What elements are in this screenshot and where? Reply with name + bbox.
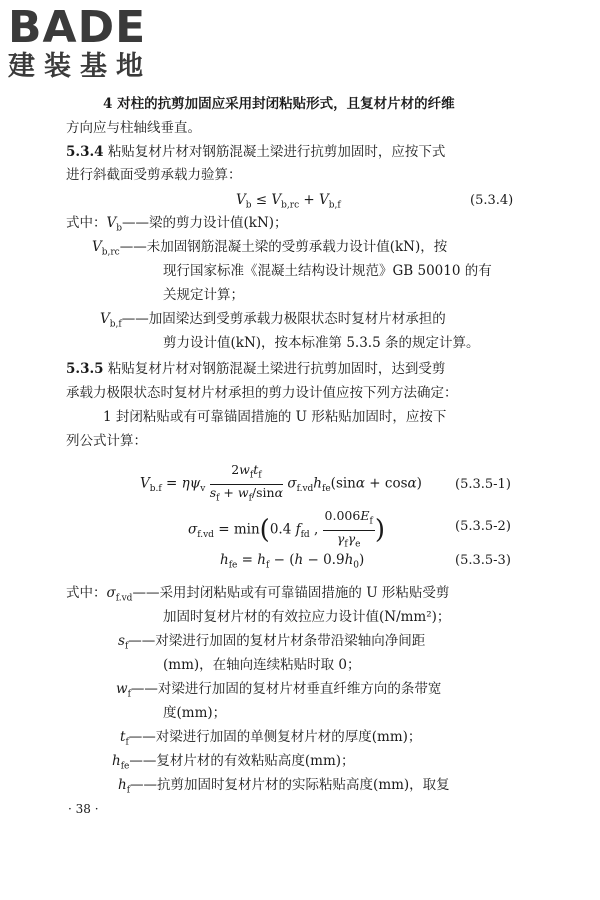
- equation-535-1: $V_{b.f} = \eta\psi_v$ $\frac{2w_ft_f}{s_f + w_f/\sin\alpha}$ $\sigma_{f.vd}h_{fe}(\sin\alpha + \cos\alpha)$: [140, 462, 422, 506]
- equation-535-2-fraction: $\frac{0.006E_f}{\gamma_f\gamma_e}$: [324, 508, 373, 549]
- where-hf: $h_f——$抗剪加固时复材片材的实际粘贴高度(mm)，取复: [118, 777, 450, 796]
- where-vbrc-line2: 现行国家标准《混凝土结构设计规范》GB 50010 的有: [163, 263, 492, 279]
- item-1-line1: 1 封闭粘贴或有可靠锚固措施的 U 形粘贴加固时，应按下: [103, 409, 447, 425]
- clause-534-text: 粘贴复材片材对钢筋混凝土梁进行抗剪加固时，应按下式: [107, 144, 446, 160]
- where-hfe: $h_{fe}——$复材片材的有效粘贴高度(mm)；: [112, 753, 355, 772]
- where-vbrc-line1: $V_{b,rc}——$未加固钢筋混凝土梁的受剪承载力设计值(kN)，按: [92, 239, 448, 258]
- where-vbrc-line3: 关规定计算；: [163, 287, 244, 303]
- clause-534-line1: [66, 143, 445, 161]
- clause-534-number: 5.3.4: [66, 144, 104, 160]
- clause-535-line1: 5.3.5 粘贴复材片材对钢筋混凝土梁进行抗剪加固时，达到受剪: [66, 361, 446, 377]
- equation-535-1-tag: (5.3.5-1): [455, 477, 511, 492]
- equation-535-1-numerator: $2w_ft_f$: [210, 462, 283, 485]
- where-vb: 式中：$V_b——$梁的剪力设计值(kN)；: [66, 215, 288, 234]
- equation-535-1-denominator: $s_f + w_f/\sin\alpha$: [209, 484, 284, 503]
- clause-535-number: 5.3.5: [66, 361, 104, 377]
- where-vbf-line2: 剪力设计值(kN)，按本标准第 5.3.5 条的规定计算。: [163, 335, 480, 351]
- equation-535-1-fraction: [210, 462, 283, 506]
- equation-535-3-tag: (5.3.5-3): [455, 553, 511, 568]
- where-sf-line2: (mm)，在轴向连续粘贴时取 0；: [163, 657, 361, 673]
- item-1-line2: 列公式计算：: [66, 433, 147, 449]
- logo-chinese: 建装基地: [8, 51, 152, 82]
- equation-535-2-tag: (5.3.5-2): [455, 519, 511, 534]
- where-wf-line1: $w_f——$对梁进行加固的复材片材垂直纤维方向的条带宽: [116, 681, 442, 700]
- equation-534-tag: (5.3.4): [470, 193, 514, 208]
- equation-534: $V_b \le V_{b,rc} + V_{b,f}$: [236, 192, 341, 211]
- equation-535-3: $h_{fe} = h_f - (h - 0.9h_0)$: [220, 552, 365, 571]
- clause-535-line2: 承载力极限状态时复材片材承担的剪力设计值应按下列方法确定：: [66, 385, 458, 401]
- clause-4-line1: 4 对柱的抗剪加固应采用封闭粘贴形式，且复材片材的纤维: [103, 96, 455, 112]
- page-number: · 38 ·: [68, 802, 99, 816]
- equation-535-2: $\sigma_{f.vd} = \min(0.4$ $f_{fd}$ , $\frac{0.006E_f}{\gamma_f\gamma_e}$ ): [188, 508, 385, 552]
- where-sigma-line2: 加固时复材片材的有效拉应力设计值(N/mm²)；: [163, 609, 451, 625]
- bade-logo: [8, 2, 152, 82]
- logo-wordmark: BADE: [8, 2, 147, 53]
- where-vbf-line1: $V_{b,f}——$加固梁达到受剪承载力极限状态时复材片材承担的: [100, 311, 446, 330]
- where-tf: $t_f——$对梁进行加固的单侧复材片材的厚度(mm)；: [120, 729, 422, 748]
- where-wf-line2: 度(mm)；: [163, 705, 227, 721]
- where-sigma-line1: 式中：$\sigma_{f.vd}——$采用封闭粘贴或有可靠锚固措施的 U 形粘贴受剪: [66, 585, 450, 604]
- clause-534-line2: 进行斜截面受剪承载力验算：: [66, 167, 242, 183]
- where-sf-line1: $s_f——$对梁进行加固的复材片材条带沿梁轴向净间距: [118, 633, 426, 652]
- clause-4-line2: 方向应与柱轴线垂直。: [66, 120, 201, 136]
